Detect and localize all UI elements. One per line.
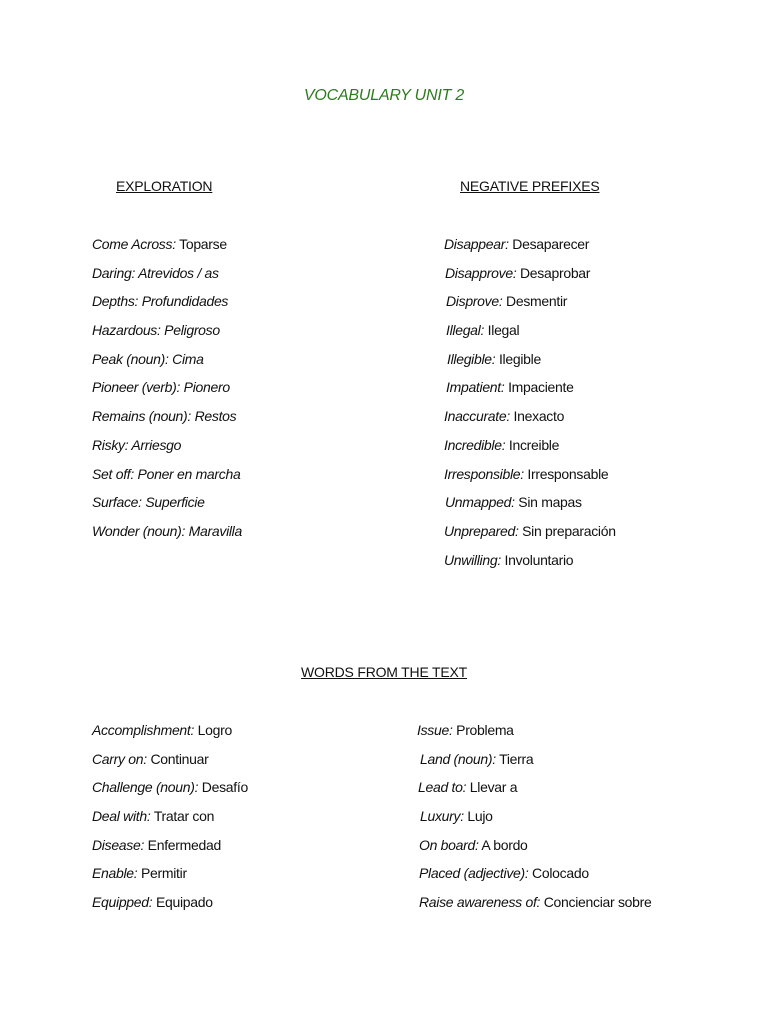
vocab-term: Challenge (noun): — [92, 779, 199, 796]
vocab-term: Irresponsible: — [444, 465, 524, 482]
vocab-entry — [92, 806, 248, 835]
vocab-term: Set off: — [92, 465, 134, 482]
negative-prefixes-heading: NEGATIVE PREFIXES — [460, 178, 600, 194]
vocab-entry — [418, 777, 651, 806]
vocab-translation: Maravilla — [185, 522, 242, 539]
vocab-term: Disprove: — [446, 293, 503, 310]
vocab-entry — [92, 892, 248, 921]
vocab-translation: Concienciar sobre — [540, 894, 652, 911]
vocab-entry — [447, 349, 616, 378]
words-left-list — [92, 720, 248, 921]
vocab-translation: Lujo — [463, 808, 493, 825]
vocab-entry — [92, 263, 242, 292]
vocab-translation: Sin preparación — [518, 522, 616, 539]
vocab-term: Illegible: — [447, 350, 496, 367]
vocab-entry — [417, 720, 651, 749]
vocab-translation: Desmentir — [502, 293, 568, 310]
vocab-translation: Atrevidos / as — [135, 264, 219, 281]
vocab-entry — [92, 835, 248, 864]
vocab-translation: Irresponsable — [523, 465, 609, 482]
vocab-term: Disease: — [92, 836, 145, 853]
vocab-translation: Involuntario — [500, 551, 574, 568]
vocab-translation: Poner en marcha — [133, 465, 241, 482]
vocab-entry — [445, 492, 616, 521]
vocab-translation: Problema — [452, 722, 514, 738]
vocab-translation: Desaparecer — [508, 236, 590, 252]
vocab-translation: Desaprobar — [516, 264, 591, 281]
vocab-translation: Toparse — [175, 236, 227, 252]
vocab-translation: Logro — [194, 722, 232, 738]
vocab-entry — [419, 863, 651, 892]
vocab-entry — [446, 377, 616, 406]
vocab-entry — [92, 749, 248, 778]
vocab-term: Issue: — [417, 722, 453, 738]
vocab-translation: Inexacto — [509, 408, 565, 425]
vocab-term: Daring: — [92, 264, 136, 281]
vocab-entry — [92, 234, 242, 263]
vocab-term: Impatient: — [446, 379, 505, 396]
vocab-term: Inaccurate: — [444, 408, 510, 425]
vocab-translation: Tierra — [495, 750, 534, 767]
vocab-translation: Enfermedad — [144, 836, 221, 853]
vocab-translation: Pionero — [180, 379, 230, 396]
vocab-term: Remains (noun): — [92, 408, 191, 425]
vocab-entry — [419, 892, 651, 921]
vocab-term: Equipped: — [92, 894, 153, 911]
vocab-entry — [444, 550, 616, 579]
vocab-entry — [92, 406, 242, 435]
vocab-term: Disappear: — [444, 236, 509, 252]
vocab-entry — [444, 521, 616, 550]
vocab-term: Lead to: — [418, 779, 467, 796]
vocab-entry — [444, 435, 616, 464]
vocab-term: Placed (adjective): — [419, 865, 529, 882]
vocab-entry — [92, 464, 242, 493]
page-title: VOCABULARY UNIT 2 — [303, 87, 465, 104]
vocab-translation: Profundidades — [138, 293, 229, 310]
vocab-entry — [92, 777, 248, 806]
vocab-translation: Superficie — [141, 494, 205, 511]
vocab-entry — [92, 863, 248, 892]
vocab-translation: Sin mapas — [514, 494, 582, 511]
vocab-entry — [92, 720, 248, 749]
vocab-translation: Llevar a — [466, 779, 518, 796]
vocab-entry — [445, 263, 616, 292]
negative-prefixes-list — [444, 234, 616, 578]
vocab-entry — [92, 349, 242, 378]
vocab-translation: Ilegal — [484, 322, 520, 339]
vocab-entry — [446, 291, 616, 320]
vocab-translation: Arriesgo — [128, 436, 182, 453]
vocab-entry — [419, 835, 651, 864]
words-right-list — [417, 720, 651, 921]
vocab-translation: Desafío — [198, 779, 248, 796]
vocab-translation: Ilegible — [495, 350, 541, 367]
vocab-term: Illegal: — [446, 322, 485, 339]
vocab-term: Disapprove: — [445, 264, 517, 281]
vocab-entry — [420, 749, 651, 778]
vocab-entry — [92, 435, 242, 464]
exploration-heading: EXPLORATION — [116, 178, 213, 194]
vocab-term: Incredible: — [444, 436, 506, 453]
vocab-translation: Permitir — [137, 865, 187, 882]
vocab-term: Carry on: — [92, 750, 147, 767]
vocab-translation: Equipado — [152, 894, 213, 911]
vocab-term: Enable: — [92, 865, 138, 882]
vocab-term: Pioneer (verb): — [92, 379, 181, 396]
vocab-entry — [444, 234, 616, 263]
vocab-term: Raise awareness of: — [419, 894, 541, 911]
vocab-translation: Tratar con — [150, 808, 215, 825]
vocab-term: Land (noun): — [420, 750, 496, 767]
vocab-term: Risky: — [92, 436, 129, 453]
vocab-translation: Impaciente — [504, 379, 574, 396]
vocab-entry — [444, 464, 616, 493]
vocab-term: On board: — [419, 836, 479, 853]
vocab-term: Unmapped: — [445, 494, 515, 511]
vocab-entry — [92, 320, 242, 349]
vocab-term: Depths: — [92, 293, 139, 310]
words-from-text-heading: WORDS FROM THE TEXT — [300, 664, 468, 680]
vocab-entry — [92, 521, 242, 550]
exploration-list — [92, 234, 242, 550]
vocab-term: Deal with: — [92, 808, 151, 825]
vocab-term: Surface: — [92, 494, 142, 511]
vocab-term: Wonder (noun): — [92, 522, 186, 539]
vocab-translation: Restos — [191, 408, 237, 425]
vocab-entry — [420, 806, 651, 835]
vocab-term: Luxury: — [420, 808, 464, 825]
vocab-entry — [446, 320, 616, 349]
vocab-term: Unprepared: — [444, 522, 519, 539]
vocab-translation: Colocado — [528, 865, 589, 882]
vocab-translation: Increible — [505, 436, 560, 453]
vocab-translation: Continuar — [146, 750, 209, 767]
vocab-term: Unwilling: — [444, 551, 501, 568]
vocab-term: Accomplishment: — [92, 722, 195, 738]
vocab-entry — [92, 492, 242, 521]
vocab-entry — [92, 291, 242, 320]
vocab-translation: A bordo — [478, 836, 528, 853]
vocab-entry — [444, 406, 616, 435]
vocab-term: Hazardous: — [92, 322, 161, 339]
vocab-term: Peak (noun): — [92, 350, 169, 367]
vocab-translation: Cima — [168, 350, 204, 367]
vocab-term: Come Across: — [92, 236, 176, 252]
vocab-translation: Peligroso — [160, 322, 220, 339]
words-heading-wrap — [0, 664, 768, 680]
vocab-entry — [92, 377, 242, 406]
